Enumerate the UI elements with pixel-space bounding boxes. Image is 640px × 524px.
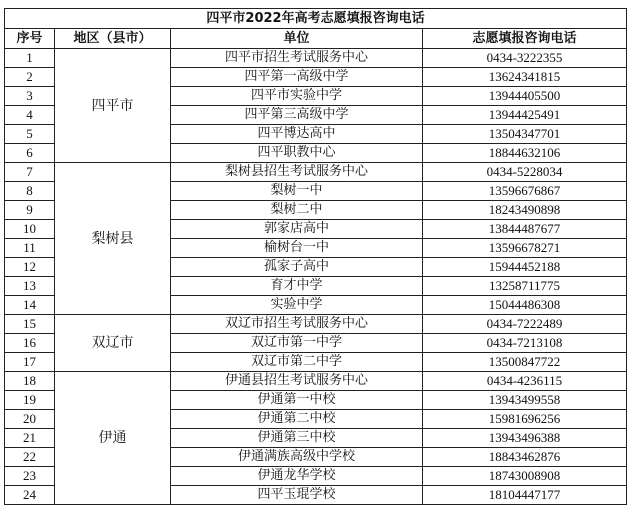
unit-cell: 双辽市第二中学	[171, 353, 423, 372]
phone-cell: 13943499558	[423, 391, 627, 410]
phone-cell: 0434-5228034	[423, 163, 627, 182]
unit-cell: 伊通满族高级中学校	[171, 448, 423, 467]
phone-directory-sheet	[4, 8, 626, 516]
phone-cell: 0434-4236115	[423, 372, 627, 391]
unit-cell: 四平市实验中学	[171, 87, 423, 106]
row-index: 5	[5, 125, 55, 144]
table-row	[5, 315, 627, 334]
phone-cell: 13944405500	[423, 87, 627, 106]
phone-directory-table	[4, 8, 627, 505]
row-index: 3	[5, 87, 55, 106]
unit-cell: 四平市招生考试服务中心	[171, 49, 423, 68]
unit-cell: 双辽市招生考试服务中心	[171, 315, 423, 334]
unit-cell: 伊通第三中校	[171, 429, 423, 448]
phone-cell: 13504347701	[423, 125, 627, 144]
row-index: 1	[5, 49, 55, 68]
unit-cell: 郭家店高中	[171, 220, 423, 239]
phone-cell: 15981696256	[423, 410, 627, 429]
phone-cell: 15944452188	[423, 258, 627, 277]
unit-cell: 梨树县招生考试服务中心	[171, 163, 423, 182]
row-index: 23	[5, 467, 55, 486]
row-index: 4	[5, 106, 55, 125]
row-index: 6	[5, 144, 55, 163]
unit-cell: 伊通县招生考试服务中心	[171, 372, 423, 391]
unit-cell: 梨树二中	[171, 201, 423, 220]
row-index: 8	[5, 182, 55, 201]
unit-cell: 育才中学	[171, 277, 423, 296]
phone-cell: 18844632106	[423, 144, 627, 163]
row-index: 15	[5, 315, 55, 334]
phone-cell: 13624341815	[423, 68, 627, 87]
row-index: 14	[5, 296, 55, 315]
unit-cell: 四平第三高级中学	[171, 106, 423, 125]
phone-cell: 13596676867	[423, 182, 627, 201]
phone-cell: 13844487677	[423, 220, 627, 239]
unit-cell: 四平博达高中	[171, 125, 423, 144]
row-index: 21	[5, 429, 55, 448]
row-index: 22	[5, 448, 55, 467]
header-unit: 单位	[171, 29, 423, 49]
table-row	[5, 163, 627, 182]
phone-cell: 15044486308	[423, 296, 627, 315]
phone-cell: 0434-3222355	[423, 49, 627, 68]
unit-cell: 孤家子高中	[171, 258, 423, 277]
region-cell: 双辽市	[55, 315, 171, 372]
row-index: 19	[5, 391, 55, 410]
unit-cell: 双辽市第一中学	[171, 334, 423, 353]
unit-cell: 四平玉琨学校	[171, 486, 423, 505]
table-body	[5, 49, 627, 505]
region-cell: 四平市	[55, 49, 171, 163]
phone-cell: 18243490898	[423, 201, 627, 220]
phone-cell: 0434-7213108	[423, 334, 627, 353]
phone-cell: 13944425491	[423, 106, 627, 125]
row-index: 11	[5, 239, 55, 258]
table-row	[5, 49, 627, 68]
row-index: 9	[5, 201, 55, 220]
row-index: 24	[5, 486, 55, 505]
table-row	[5, 372, 627, 391]
table-title: 四平市2022年高考志愿填报咨询电话	[5, 9, 627, 29]
row-index: 13	[5, 277, 55, 296]
unit-cell: 伊通第一中校	[171, 391, 423, 410]
region-cell: 伊通	[55, 372, 171, 505]
row-index: 18	[5, 372, 55, 391]
phone-cell: 13258711775	[423, 277, 627, 296]
unit-cell: 榆树台一中	[171, 239, 423, 258]
phone-cell: 13596678271	[423, 239, 627, 258]
unit-cell: 梨树一中	[171, 182, 423, 201]
header-phone: 志愿填报咨询电话	[423, 29, 627, 49]
phone-cell: 13943496388	[423, 429, 627, 448]
row-index: 10	[5, 220, 55, 239]
row-index: 2	[5, 68, 55, 87]
header-region: 地区（县市）	[55, 29, 171, 49]
unit-cell: 四平职教中心	[171, 144, 423, 163]
region-cell: 梨树县	[55, 163, 171, 315]
row-index: 7	[5, 163, 55, 182]
row-index: 16	[5, 334, 55, 353]
phone-cell: 18843462876	[423, 448, 627, 467]
header-index: 序号	[5, 29, 55, 49]
unit-cell: 四平第一高级中学	[171, 68, 423, 87]
row-index: 20	[5, 410, 55, 429]
phone-cell: 18104447177	[423, 486, 627, 505]
row-index: 12	[5, 258, 55, 277]
row-index: 17	[5, 353, 55, 372]
unit-cell: 伊通第二中校	[171, 410, 423, 429]
phone-cell: 0434-7222489	[423, 315, 627, 334]
phone-cell: 13500847722	[423, 353, 627, 372]
unit-cell: 伊通龙华学校	[171, 467, 423, 486]
phone-cell: 18743008908	[423, 467, 627, 486]
unit-cell: 实验中学	[171, 296, 423, 315]
